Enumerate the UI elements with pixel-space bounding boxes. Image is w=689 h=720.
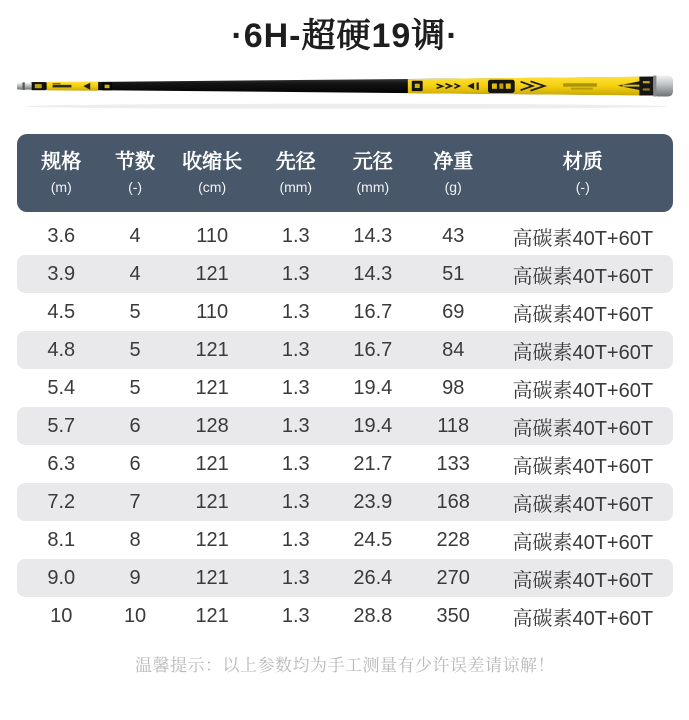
column-unit: (mm) [279,179,313,195]
table-cell: 5 [129,376,141,399]
table-row [17,559,673,597]
column-unit: (mm) [356,179,390,195]
table-cell: 121 [195,566,229,589]
table-cell: 6.3 [47,452,76,475]
table-cell: 8.1 [47,528,76,551]
table-cell: 3.9 [47,262,76,285]
table-cell: 4 [129,224,141,247]
table-cell: 121 [195,262,229,285]
table-cell: 高碳素40T+60T [512,569,654,592]
table-cell: 高碳素40T+60T [512,379,654,402]
table-cell: 1.3 [281,300,310,323]
table-cell: 1.3 [281,604,310,627]
column-unit: (g) [444,179,462,195]
column-header-3 [260,149,332,197]
table-cell: 5 [129,338,141,361]
table-row [17,293,673,331]
table-row [17,331,673,369]
table-cell: 1.3 [281,262,310,285]
table-cell: 高碳素40T+60T [512,531,654,554]
table-cell: 110 [196,300,229,323]
table-cell: 121 [195,376,229,399]
table-cell: 133 [436,452,470,475]
table-row [17,597,673,635]
table-cell: 24.5 [353,528,393,551]
table-cell: 3.6 [47,224,76,247]
table-cell: 121 [195,452,229,475]
table-cell: 10 [123,604,147,627]
table-cell: 1.3 [281,566,310,589]
table-cell: 1.3 [281,224,310,247]
table-cell: 121 [195,490,229,513]
table-cell: 5.4 [47,376,76,399]
table-cell: 14.3 [353,262,393,285]
column-label: 节数 [115,151,156,173]
table-body [17,217,673,635]
table-cell: 高碳素40T+60T [512,493,654,516]
column-label: 净重 [433,151,474,173]
table-cell: 1.3 [281,338,310,361]
table-cell: 84 [442,338,465,361]
column-label: 元径 [352,151,393,173]
table-cell: 26.4 [353,566,393,589]
table-cell: 1.3 [281,528,310,551]
table-cell: 7.2 [47,490,76,513]
table-cell: 19.4 [353,414,393,437]
table-cell: 118 [437,414,470,437]
table-cell: 1.3 [281,414,310,437]
spec-table [17,134,673,635]
table-row [17,407,673,445]
column-unit: (-) [575,179,590,195]
column-label: 规格 [41,151,82,173]
table-cell: 1.3 [281,490,310,513]
table-row [17,521,673,559]
table-row [17,217,673,255]
table-cell: 14.3 [353,224,393,247]
column-header-0 [17,149,106,197]
fishing-rod-graphic [17,68,673,112]
table-cell: 121 [195,338,229,361]
table-cell: 4.8 [47,338,76,361]
table-cell: 23.9 [353,490,393,513]
column-label: 材质 [562,151,603,173]
table-cell: 228 [436,528,470,551]
table-cell: 121 [195,604,229,627]
column-label: 收缩长 [182,151,243,173]
column-header-6 [493,149,673,197]
table-cell: 7 [129,490,141,513]
table-cell: 69 [442,300,465,323]
table-cell: 98 [442,376,465,399]
table-cell: 高碳素40T+60T [512,455,654,478]
table-cell: 270 [436,566,470,589]
page-title: ·6H-超硬19调· [231,17,459,55]
column-unit: (-) [128,179,143,195]
column-header-2 [165,149,260,197]
table-cell: 高碳素40T+60T [512,265,654,288]
column-unit: (m) [50,179,72,195]
column-header-5 [414,149,493,197]
table-row [17,369,673,407]
table-cell: 9.0 [47,566,76,589]
table-cell: 21.7 [353,452,393,475]
table-row [17,445,673,483]
table-cell: 6 [129,452,141,475]
table-header-row [17,134,673,212]
table-cell: 110 [196,224,229,247]
footer-note: 温馨提示：以上参数均为手工测量有少许误差请谅解！ [135,656,555,675]
table-cell: 10 [50,604,73,627]
table-cell: 高碳素40T+60T [512,227,654,250]
table-cell: 5.7 [47,414,76,437]
table-cell: 51 [442,262,465,285]
column-header-1 [106,149,165,197]
table-cell: 4.5 [47,300,76,323]
column-label: 先径 [275,151,316,173]
table-row [17,255,673,293]
table-cell: 168 [436,490,470,513]
table-cell: 350 [436,604,470,627]
table-cell: 高碳素40T+60T [512,417,654,440]
table-cell: 6 [129,414,141,437]
table-cell: 1.3 [281,376,310,399]
fishing-rod-image [17,68,673,112]
table-cell: 高碳素40T+60T [512,303,654,326]
table-cell: 5 [129,300,141,323]
table-cell: 高碳素40T+60T [512,607,654,630]
table-row [17,483,673,521]
table-cell: 高碳素40T+60T [512,341,654,364]
column-unit: (cm) [198,179,227,195]
table-cell: 1.3 [281,452,310,475]
table-cell: 4 [129,262,141,285]
table-cell: 19.4 [353,376,393,399]
table-cell: 128 [195,414,229,437]
table-cell: 43 [442,224,465,247]
column-header-4 [332,149,414,197]
table-cell: 28.8 [353,604,393,627]
table-cell: 9 [129,566,141,589]
table-cell: 8 [129,528,141,551]
table-cell: 121 [195,528,229,551]
table-cell: 16.7 [353,338,393,361]
table-cell: 16.7 [353,300,393,323]
